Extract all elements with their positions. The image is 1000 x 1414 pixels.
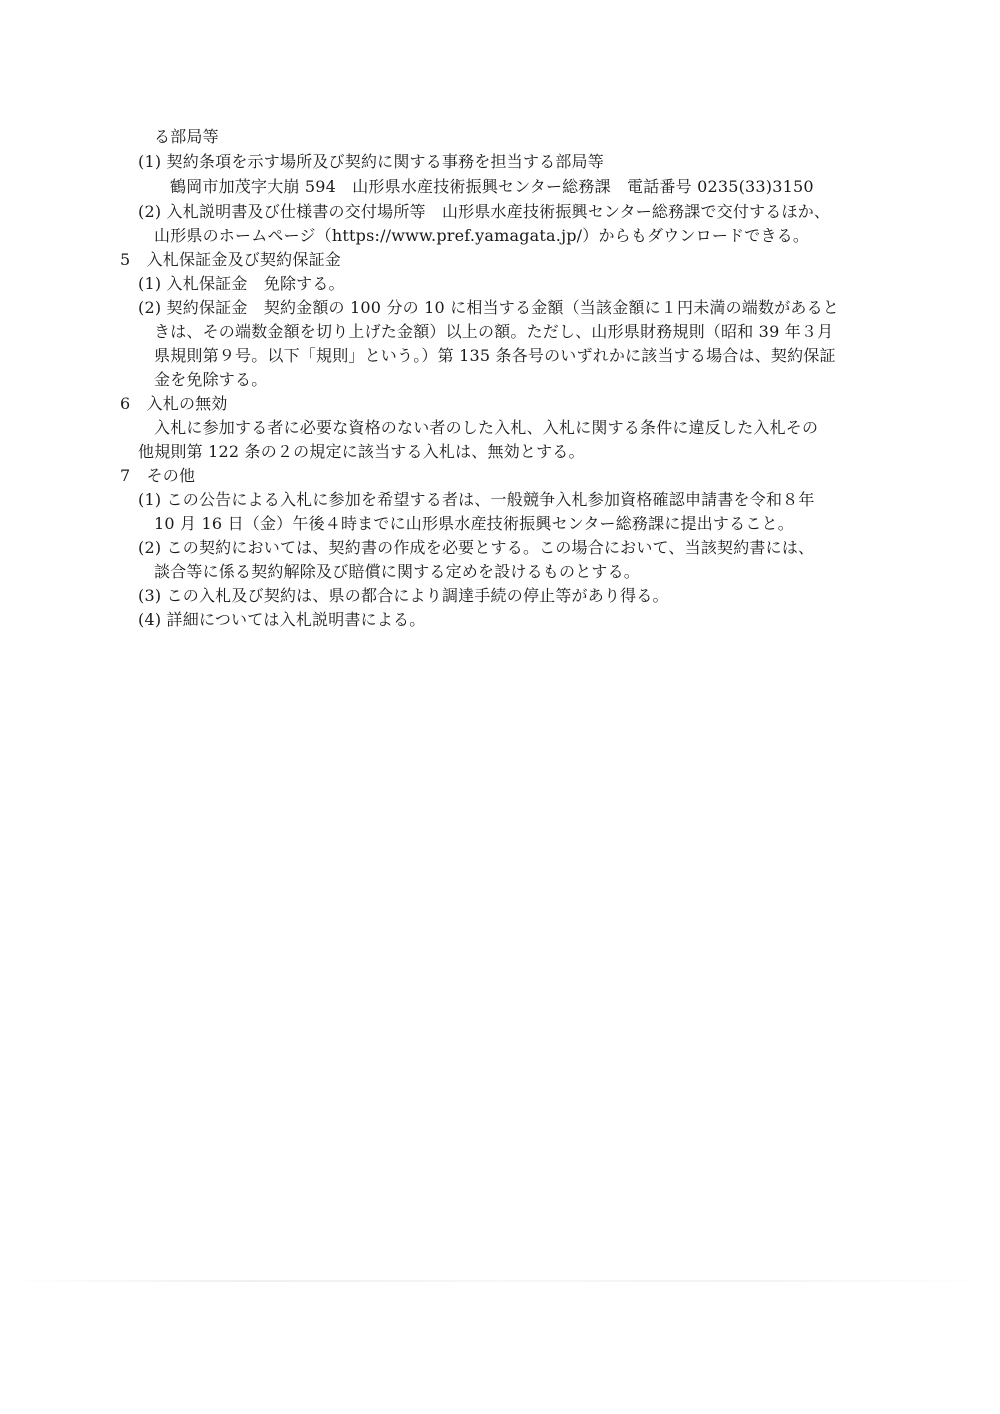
item-7-3: (3) この入札及び契約は、県の都合により調達手続の停止等があり得る。 bbox=[138, 586, 669, 605]
item-4-2-continuation: 山形県のホームページ（https://www.pref.yamagata.jp/）からもダウンロードできる。 bbox=[154, 226, 810, 245]
item-7-2: (2) この契約においては、契約書の作成を必要とする。この場合において、当該契約書には、 bbox=[138, 538, 815, 557]
item-4-1-address: 鶴岡市加茂字大崩 594 山形県水産技術振興センター総務課 電話番号 0235(33)3150 bbox=[170, 177, 814, 196]
section-6-body-1: 入札に参加する者に必要な資格のない者のした入札、入札に関する条件に違反した入札その bbox=[154, 418, 819, 437]
section-6-heading: 6 入札の無効 bbox=[120, 394, 228, 413]
section-7-heading: 7 その他 bbox=[120, 466, 196, 485]
item-5-2-continuation-2: 県規則第９号。以下「規則」という。）第 135 条各号のいずれかに該当する場合は、契約保証 bbox=[154, 346, 836, 365]
item-5-1: (1) 入札保証金 免除する。 bbox=[138, 274, 345, 293]
text-line-continuation: る部局等 bbox=[154, 127, 219, 146]
item-4-1: (1) 契約条項を示す場所及び契約に関する事務を担当する部局等 bbox=[138, 152, 604, 171]
item-5-2: (2) 契約保証金 契約金額の 100 分の 10 に相当する金額（当該金額に１円未満の端数があると bbox=[138, 298, 839, 317]
item-5-2-continuation-1: きは、その端数金額を切り上げた金額）以上の額。ただし、山形県財務規則（昭和 39 年３月 bbox=[154, 322, 834, 341]
item-4-2: (2) 入札説明書及び仕様書の交付場所等 山形県水産技術振興センター総務課で交付するほか、 bbox=[138, 202, 831, 221]
section-6-body-2: 他規則第 122 条の２の規定に該当する入札は、無効とする。 bbox=[138, 442, 585, 461]
section-5-heading: 5 入札保証金及び契約保証金 bbox=[120, 250, 341, 269]
item-7-1-continuation: 10 月 16 日（金）午後４時までに山形県水産技術振興センター総務課に提出すること。 bbox=[154, 514, 794, 533]
item-7-1: (1) この公告による入札に参加を希望する者は、一般競争入札参加資格確認申請書を令和８年 bbox=[138, 490, 815, 509]
scan-edge-line bbox=[0, 1280, 1000, 1282]
item-5-2-continuation-3: 金を免除する。 bbox=[154, 370, 268, 389]
item-7-2-continuation: 談合等に係る契約解除及び賠償に関する定めを設けるものとする。 bbox=[154, 562, 641, 581]
item-7-4: (4) 詳細については入札説明書による。 bbox=[138, 610, 426, 629]
